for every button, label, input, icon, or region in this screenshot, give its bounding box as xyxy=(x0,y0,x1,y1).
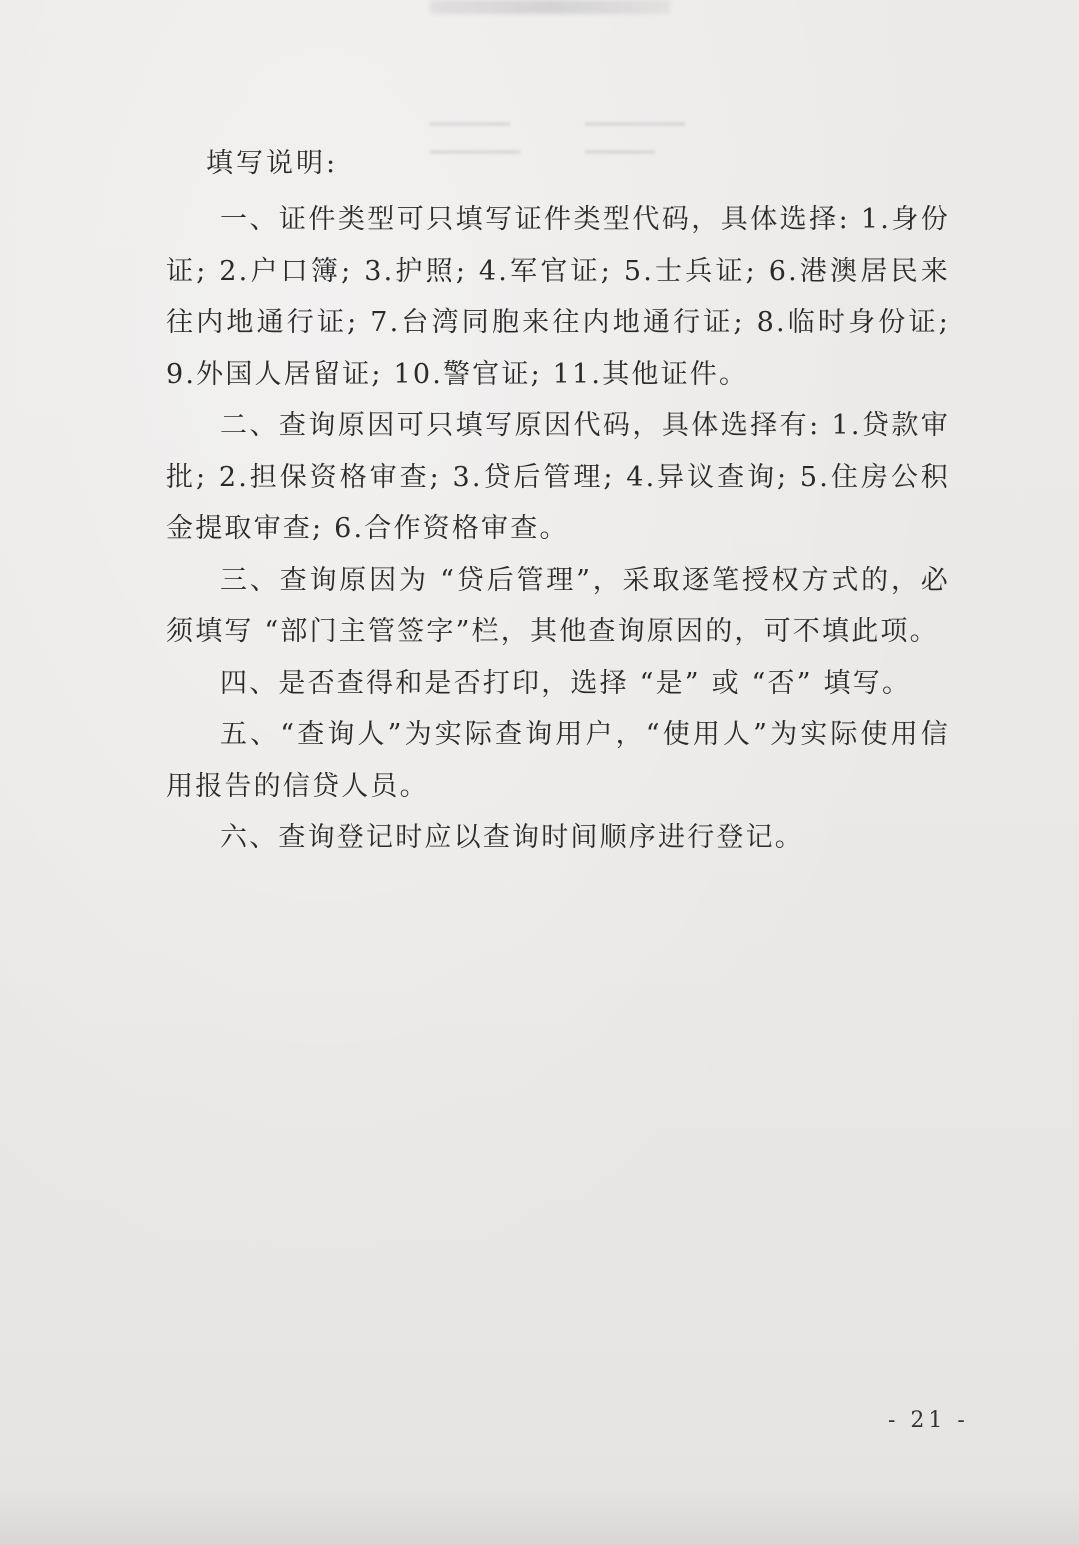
instruction-item-2: 二、查询原因可只填写原因代码，具体选择有: 1.贷款审批; 2.担保资格审查; 3.贷后管理; 4.异议查询; 5.住房公积金提取审查; 6.合作资格审查。 xyxy=(166,410,950,544)
bleed-through-mark xyxy=(430,0,670,14)
instruction-item-4: 四、是否查得和是否打印，选择 “是” 或 “否” 填写。 xyxy=(220,667,912,699)
page-number: - 21 - xyxy=(888,1408,969,1433)
instructions-section xyxy=(166,138,950,864)
bleed-through-mark xyxy=(430,122,510,126)
instruction-item-5: 五、“查询人”为实际查询用户，“使用人”为实际使用信用报告的信贷人员。 xyxy=(166,719,950,802)
instruction-item-6: 六、查询登记时应以查询时间顺序进行登记。 xyxy=(220,822,804,853)
scan-edge-shadow xyxy=(0,1485,1079,1545)
instruction-item-3: 三、查询原因为 “贷后管理”，采取逐笔授权方式的，必须填写 “部门主管签字”栏，其他查询原因的，可不填此项。 xyxy=(166,564,950,647)
instructions-heading: 填写说明: xyxy=(206,148,339,179)
instruction-item-1: 一、证件类型可只填写证件类型代码，具体选择: 1.身份证; 2.户口簿; 3.护照; 4.军官证; 5.士兵证; 6.港澳居民来往内地通行证; 7.台湾同胞来往内地通行证; 8.临时身份证; 9.外国人居留证; 10.警官证; 11.其他证件。 xyxy=(166,204,950,390)
bleed-through-mark xyxy=(585,122,685,126)
